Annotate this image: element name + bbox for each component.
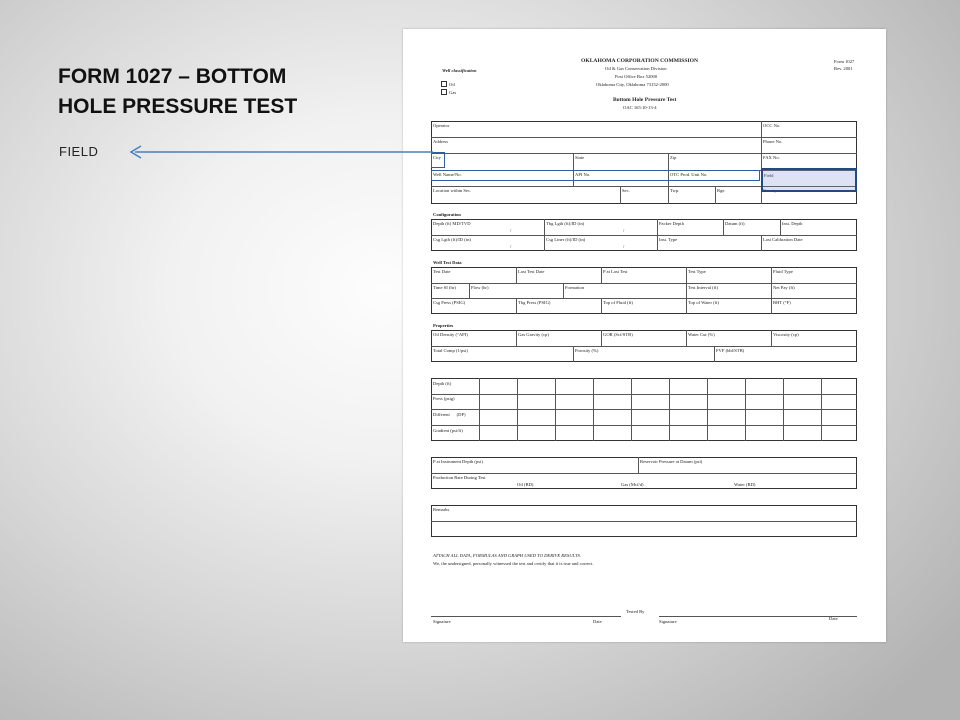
p-instrument-label: P at Instrument Depth (psi): [433, 459, 483, 464]
well-name-label: Well Name/No.: [433, 172, 462, 177]
callout-label-field: FIELD: [59, 144, 99, 159]
water-bd-label: Water (BD): [734, 482, 756, 487]
time-si-label: Time SI (hr): [433, 285, 456, 290]
oil-bd-label: Oil (BD): [517, 482, 534, 487]
grid-row-depth: Depth (ft): [433, 381, 452, 386]
well-classification-label: Well classification: [442, 68, 477, 73]
well-name-row-highlight: [431, 170, 760, 181]
test-type-label: Test Type: [688, 269, 706, 274]
form-revision: Rev. 2001: [834, 66, 853, 71]
properties-title: Properties: [433, 323, 454, 328]
field-cell-highlight: [761, 168, 857, 192]
city-label: City: [433, 155, 441, 160]
fluid-type-label: Fluid Type: [773, 269, 793, 274]
viscosity-label: Viscosity (cp): [773, 332, 799, 337]
formation-label: Formation: [565, 285, 585, 290]
test-interval-label: Test Interval (ft): [688, 285, 719, 290]
po-box: Post Office Box 52000: [615, 74, 658, 79]
grid-row-different: Different (DP): [433, 412, 466, 417]
inst-depth-label: Inst. Depth: [782, 221, 803, 226]
csg-slash: /: [510, 244, 512, 249]
gas-gravity-label: Gas Gravity (cp): [518, 332, 549, 337]
top-water-label: Top of Water (ft): [688, 300, 719, 305]
liner-slash: /: [623, 244, 625, 249]
state-label: State: [575, 155, 585, 160]
api-no-label: API No.: [575, 172, 591, 177]
address-label: Address: [433, 139, 449, 144]
division-name: Oil & Gas Conservation Division: [605, 66, 667, 71]
depth-md-tvd-label: Depth (ft) MD/TVD: [433, 221, 471, 226]
city-state: Oklahoma City, Oklahoma 73152-2000: [596, 82, 669, 87]
slide-title-line-2: HOLE PRESSURE TEST: [58, 95, 298, 118]
well-test-box: [431, 267, 857, 314]
reservoir-pressure-label: Reservoir Pressure at Datum (psi): [640, 459, 703, 464]
grid-row-press: Press (psig): [433, 396, 455, 401]
oil-label: Oil: [449, 82, 455, 87]
tbg-lgth-label: Tbg Lgth (ft)/ID (in): [546, 221, 585, 226]
last-test-date-label: Last Test Date: [518, 269, 545, 274]
tested-by-label: Tested By: [626, 609, 645, 614]
oac-code: OAC 165:10-13-4: [623, 105, 657, 110]
porosity-label: Porosity (%): [575, 348, 599, 353]
field-label: Field: [764, 173, 774, 178]
csg-lgth-label: Csg Lgth (ft)/ID (in): [433, 237, 471, 242]
tbg-press-label: Tbg Press (PSIG): [518, 300, 551, 305]
last-calibration-label: Last Calibration Date: [763, 237, 803, 242]
production-rate-label: Production Rate During Test: [433, 475, 486, 480]
signature-label-right: Signature: [659, 619, 677, 624]
net-pay-label: Net Pay (ft): [773, 285, 795, 290]
zip-label: Zip: [670, 155, 677, 160]
packer-depth-label: Packer Depth: [659, 221, 684, 226]
county-label: County: [763, 188, 777, 193]
certify-note: We, the undersigned, personally witnessed the test and certify that it is true and correct.: [433, 561, 594, 566]
csg-liner-label: Csg Liner (ft)/ID (in): [546, 237, 586, 242]
oil-density-label: Oil Density (°API): [433, 332, 468, 337]
total-comp-label: Total Comp (1/psi): [433, 348, 468, 353]
city-cell-highlight: [431, 152, 445, 168]
fvf-label: FVF (bbl/STB): [716, 348, 745, 353]
remarks-label: Remarks: [433, 507, 450, 512]
grid-row-gradient: Gradient (psi/ft): [433, 428, 463, 433]
gas-mcf-label: Gas (Mcf/d): [621, 482, 644, 487]
occ-no-label: OCC No.: [763, 123, 781, 128]
slide-title-line-1: FORM 1027 – BOTTOM: [58, 65, 287, 88]
datum-label: Datum (ft): [725, 221, 745, 226]
callout-arrow-head: [131, 146, 141, 158]
attach-note: ATTACH ALL DATA, FORMULAS AND GRAPH USED TO DERIVE RESULTS.: [433, 553, 581, 558]
bht-label: BHT (°F): [773, 300, 791, 305]
flow-label: Flow (hr): [471, 285, 489, 290]
phone-no-label: Phone No.: [763, 139, 783, 144]
gas-label: Gas: [449, 90, 457, 95]
fax-no-label: FAX No.: [763, 155, 780, 160]
twp-label: Twp.: [670, 188, 680, 193]
date-label-right: Date: [829, 616, 838, 621]
well-test-title: Well Test Data: [433, 260, 462, 265]
operator-label: Operator: [433, 123, 450, 128]
location-label: Location within Sec.: [433, 188, 472, 193]
gas-checkbox[interactable]: [441, 89, 447, 95]
date-label-left: Date: [593, 619, 602, 624]
rge-label: Rge.: [717, 188, 726, 193]
slide-title: [58, 62, 378, 122]
p-last-test-label: P at Last Test: [603, 269, 628, 274]
form-1027-document: [403, 29, 886, 642]
otc-prod-unit-label: OTC Prod. Unit No.: [670, 172, 708, 177]
configuration-title: Configuration: [433, 212, 461, 217]
signature-label-left: Signature: [433, 619, 451, 624]
test-date-label: Test Date: [433, 269, 451, 274]
agency-name: OKLAHOMA CORPORATION COMMISSION: [581, 58, 699, 64]
oil-checkbox[interactable]: [441, 81, 447, 87]
depth-slash: /: [510, 228, 512, 233]
sec-label: Sec.: [622, 188, 630, 193]
csg-press-label: Csg Press (PSIG): [433, 300, 466, 305]
form-number: Form 1027: [834, 59, 855, 64]
water-cut-label: Water Cut (%): [688, 332, 715, 337]
form-title: Bottom Hole Pressure Test: [613, 97, 677, 103]
gor-label: GOR (Scf/STB): [603, 332, 633, 337]
inst-type-label: Inst. Type: [659, 237, 678, 242]
tbg-slash: /: [623, 228, 625, 233]
top-fluid-label: Top of Fluid (ft): [603, 300, 633, 305]
